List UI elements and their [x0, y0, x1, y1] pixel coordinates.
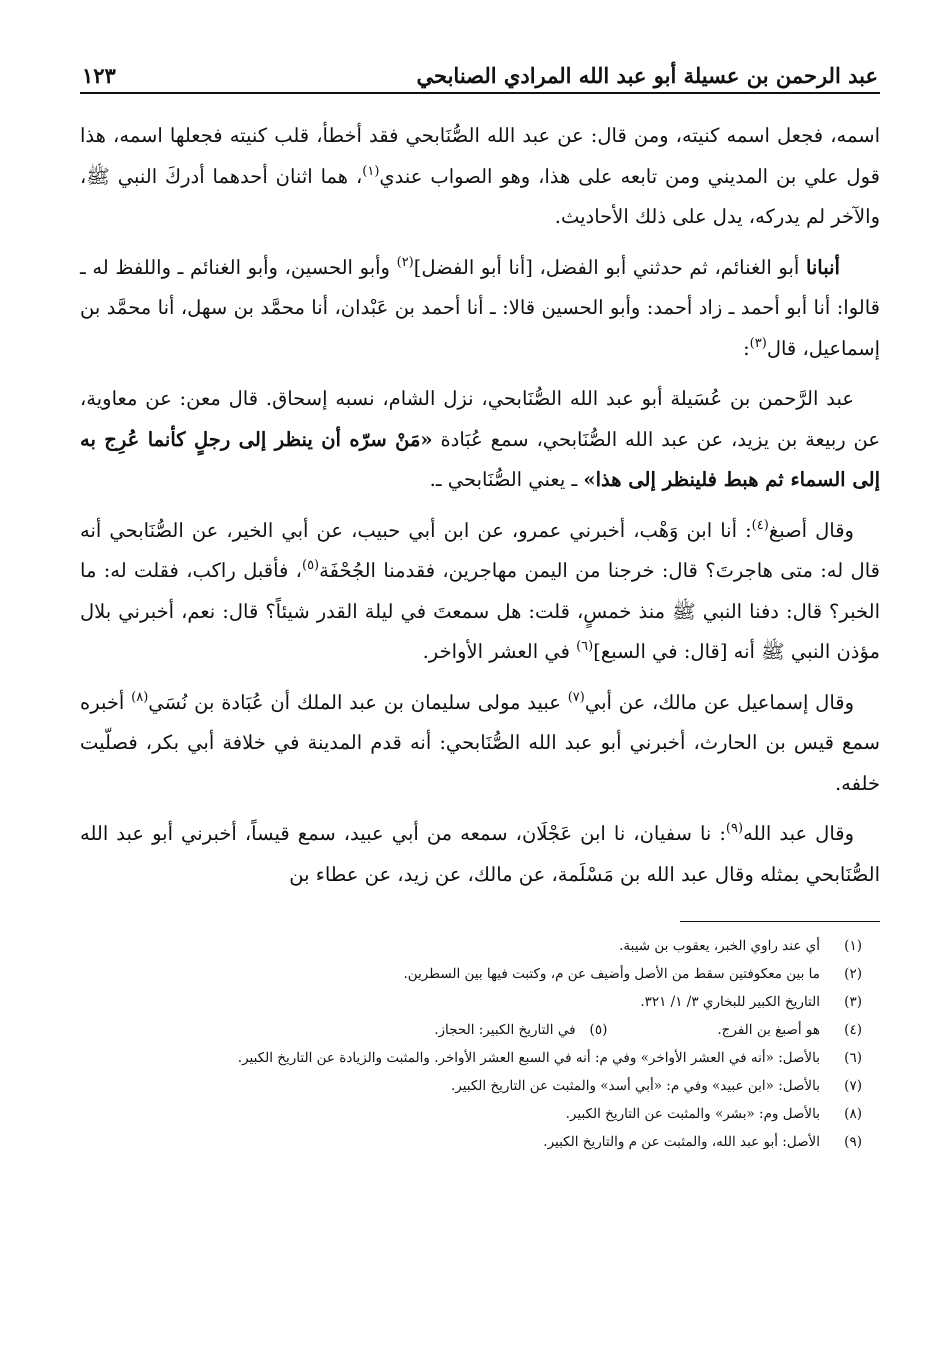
footnote-ref-3: (٣) — [749, 335, 767, 351]
footnote-separator — [680, 921, 880, 922]
footnote-ref-6: (٦) — [576, 639, 594, 654]
paragraph-1-text-b: ، هما اثنان أحدهما أدركَ النبي ﷺ، والآخر لم يدركه، يدل على ذلك الأحاديث. — [80, 164, 880, 228]
footnote-7 — [80, 1072, 880, 1100]
paragraph-2 — [80, 248, 880, 370]
paragraph-3-hadith: «مَنْ سرّه أن ينظر إلى رجلٍ كأنما عُرِج به إلى السماء ثم هبط فلينظر إلى هذا» — [80, 427, 880, 491]
footnote-number: (٨) — [844, 1106, 862, 1122]
running-title: عبد الرحمن بن عسيلة أبو عبد الله المرادي الصنابحي — [416, 63, 878, 88]
paragraph-5-text-a: وقال إسماعيل عن مالك، عن أبي — [584, 690, 854, 714]
footnote-ref-2: (٢) — [396, 254, 414, 270]
footnote-number: (٦) — [844, 1050, 862, 1066]
footnote-1 — [80, 932, 880, 960]
paragraph-2-text-a: أبو الغنائم، ثم حدثني أبو الفضل، [أنا أبو الفضل] — [413, 255, 806, 279]
running-head — [80, 52, 880, 94]
footnote-text: بالأصل: «أنه في العشر الأواخر» وفي م: أنه في السبع العشر الأواخر. والمثبت والزيادة عن التاريخ الكبير. — [237, 1050, 820, 1066]
footnote-text: بالأصل: «ابن عبيد» وفي م: «أبي أسد» والمثبت عن التاريخ الكبير. — [450, 1078, 820, 1094]
paragraph-6-text-a: وقال عبد الله — [743, 822, 854, 845]
footnote-8 — [80, 1100, 880, 1128]
page — [80, 52, 880, 1312]
footnote-6 — [80, 1044, 880, 1072]
footnote-text: أي عند راوي الخبر، يعقوب بن شيبة. — [619, 938, 820, 954]
paragraph-2-lead: أنبانا — [805, 255, 840, 279]
paragraph-4-text-a: وقال أصبغ — [768, 518, 854, 542]
footnote-text: التاريخ الكبير للبخاري ٣/ ١/ ٣٢١. — [640, 994, 820, 1010]
footnote-ref-8: (٨) — [131, 689, 149, 705]
paragraph-2-text-c: : — [743, 336, 750, 360]
page-number: ١٢٣ — [82, 63, 116, 88]
footnote-number: (٧) — [844, 1078, 862, 1094]
paragraph-4-text-d: في العشر الأواخر. — [422, 640, 577, 663]
footnotes — [80, 932, 880, 1156]
footnote-number: (٣) — [844, 994, 862, 1010]
paragraph-3-text-a: عبد الرَّحمن بن عُسَيلة أبو عبد الله الصُّنَابحي، نزل الشام، نسبه إسحاق. قال معن: عن معاوية، عن ربيعة بن يزيد، عن عبد الله الصُّنَابحي، سمع عُبَادة — [80, 387, 880, 451]
footnote-3 — [80, 988, 880, 1016]
footnote-ref-5: (٥) — [301, 558, 320, 573]
footnote-text: هو أصبغ بن الفرج. — [717, 1022, 820, 1038]
footnote-text: الأصل: أبو عبد الله، والمثبت عن م والتاريخ الكبير. — [543, 1134, 820, 1150]
footnote-ref-1: (١) — [362, 163, 380, 179]
footnote-text: ما بين معكوفتين سقط من الأصل وأضيف عن م، وكتبت فيها بين السطرين. — [403, 966, 820, 982]
paragraph-4-text-b: : أنا ابن وَهْب، أخبرني عمرو، عن ابن أبي حبيب، عن أبي الخير، عن الصُّنَابحي أنه قال له: متى هاجرتَ؟ قال: خرجنا من اليمن مهاجرين، فقدمنا الجُحْفَة — [80, 518, 880, 582]
paragraph-4 — [80, 511, 880, 673]
paragraph-1 — [80, 116, 880, 238]
footnote-2 — [80, 960, 880, 988]
footnote-ref-9: (٩) — [725, 821, 744, 836]
paragraph-6 — [80, 814, 880, 895]
paragraph-3 — [80, 379, 880, 501]
paragraph-5-text-c: أخبره سمع قيس بن الحارث، أخبرني أبو عبد الله الصُّنَابحي: أنه قدم المدينة في خلافة أبي بكر، فصلّيت خلفه. — [80, 690, 880, 795]
paragraph-4-text-c: ، فأقبل راكب، فقلت له: ما الخبر؟ قال: دفنا النبي ﷺ منذ خمسٍ، قلت: هل سمعتَ في ليلة القدر شيئاً؟ قال: نعم، أخبرني بلال مؤذن النبي ﷺ أنه [قال: في السبع] — [80, 559, 880, 663]
paragraph-3-text-b: ـ يعني الصُّنَابحي ـ. — [429, 468, 584, 491]
main-text — [80, 116, 880, 895]
footnote-ref-7: (٧) — [567, 689, 585, 705]
footnote-number: (٤) — [844, 1022, 862, 1038]
footnote-number: (٥) — [589, 1022, 608, 1038]
paragraph-5-text-b: عبيد مولى سليمان بن عبد الملك أن عُبَادة بن نُسَي — [148, 690, 568, 714]
paragraph-2-text-b: وأبو الحسين، وأبو الغنائم ـ واللفظ له ـ قالوا: أنا أبو أحمد ـ زاد أحمد: وأبو الحسين قالا: ـ أنا أحمد بن عَبْدان، أنا محمَّد بن سهل، أنا محمَّد بن إسماعيل، قال — [80, 255, 880, 360]
footnote-text: في التاريخ الكبير: الحجاز. — [434, 1022, 576, 1038]
footnote-4-5 — [80, 1016, 880, 1044]
footnote-ref-4: (٤) — [751, 517, 769, 533]
footnote-number: (١) — [844, 938, 862, 954]
paragraph-6-text-b: : نا سفيان، نا ابن عَجْلَان، سمعه من أبي عبيد، سمع قيساً، أخبرني أبو عبد الله الصُّنَابحي بمثله وقال عبد الله بن مَسْلَمة، عن مالك، عن زيد، عن عطاء بن — [80, 822, 880, 886]
footnote-number: (٩) — [844, 1134, 862, 1150]
paragraph-1-text-a: اسمه، فجعل اسمه كنيته، ومن قال: عن عبد الله الصُّنَابحي فقد أخطأ، قلب كنيته فجعلها اسمه، هذا قول علي بن المديني ومن تابعه على هذا، وهو الصواب عندي — [80, 124, 880, 188]
footnote-9 — [80, 1128, 880, 1156]
paragraph-5 — [80, 683, 880, 805]
footnote-number: (٢) — [844, 966, 862, 982]
footnote-text: بالأصل وم: «بشر» والمثبت عن التاريخ الكبير. — [565, 1106, 820, 1122]
